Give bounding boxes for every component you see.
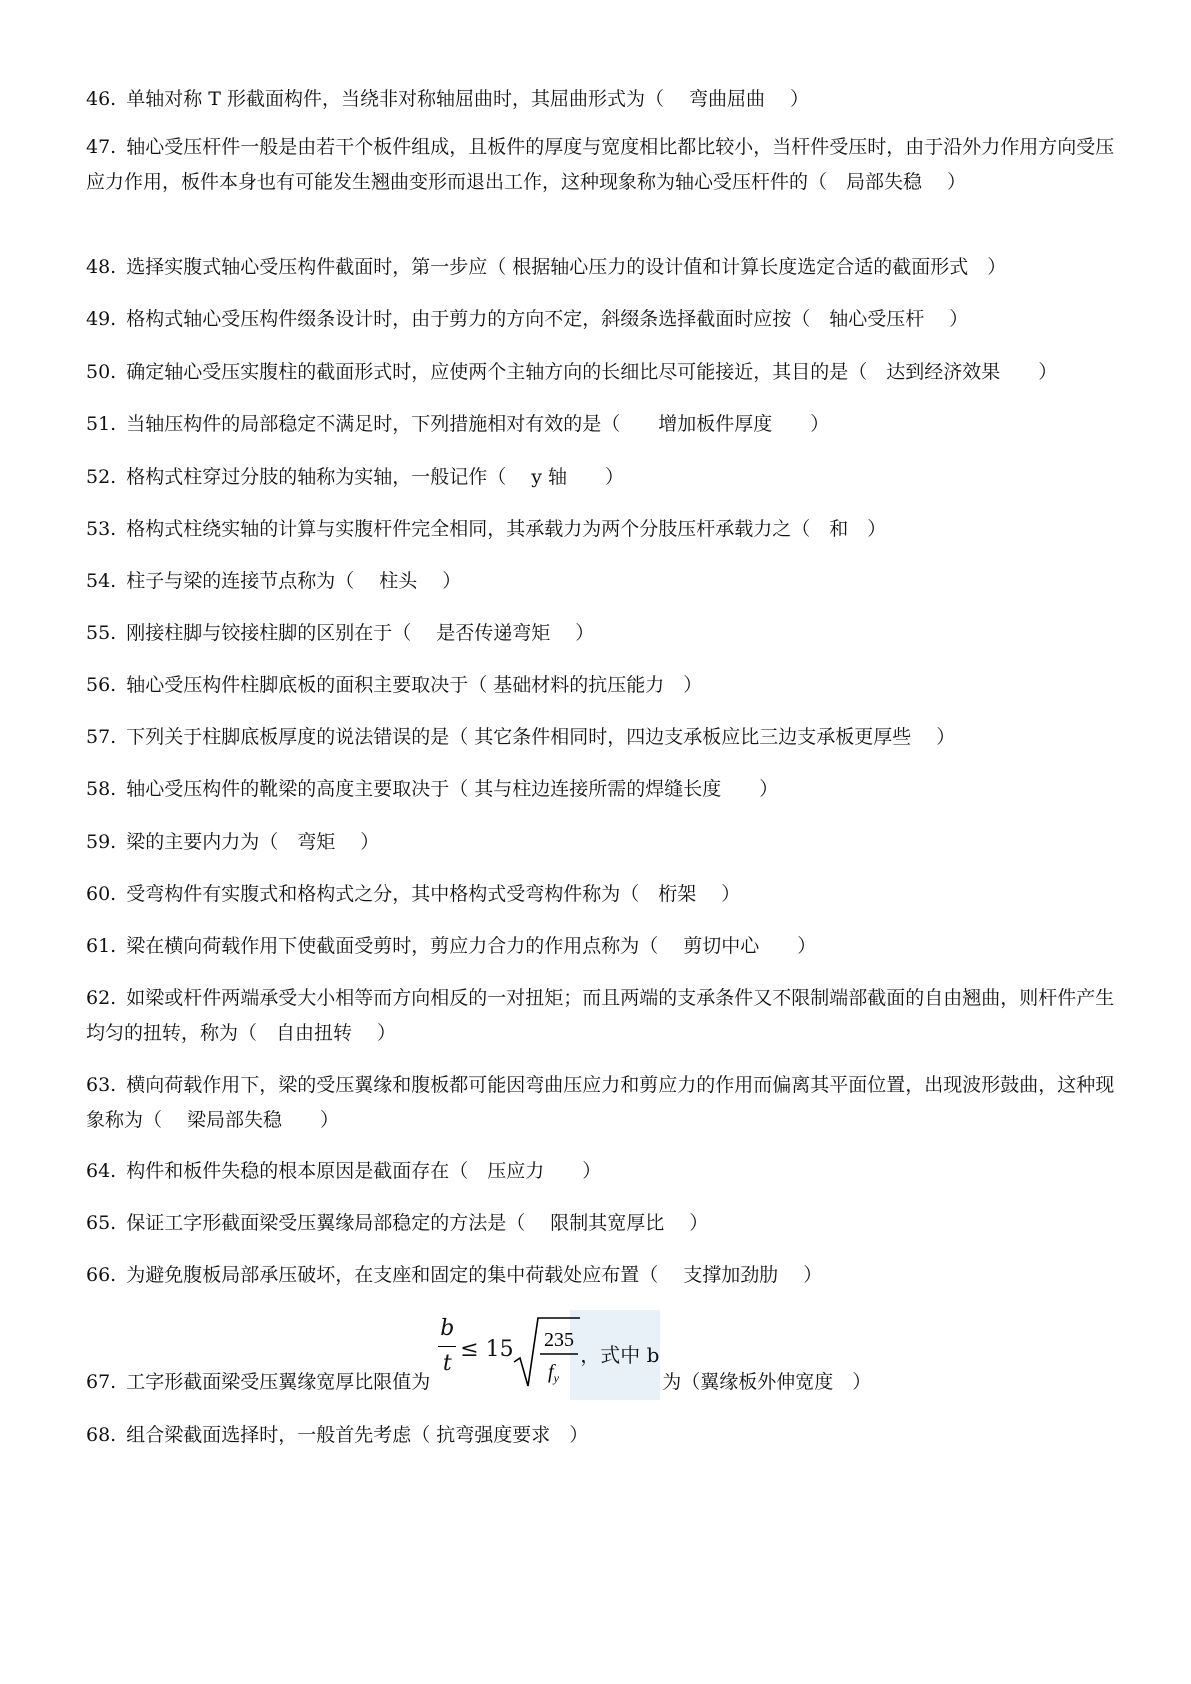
- question-50: 50. 确定轴心受压实腹柱的截面形式时，应使两个主轴方向的长细比尽可能接近，其目的是（ 达到经济效果 ）: [86, 361, 1058, 383]
- question-59: 59. 梁的主要内力为（ 弯矩 ）: [86, 831, 380, 853]
- question-49: 49. 格构式轴心受压构件缀条设计时，由于剪力的方向不定，斜缀条选择截面时应按（ 轴心受压杆 ）: [86, 308, 969, 330]
- question-57: 57. 下列关于柱脚底板厚度的说法错误的是（ 其它条件相同时，四边支承板应比三边支承板更厚些 ）: [86, 726, 956, 748]
- radical-numerator: 235: [544, 1329, 575, 1351]
- question-66: 66. 为避免腹板局部承压破坏，在支座和固定的集中荷载处应布置（ 支撑加劲肋 ）: [86, 1264, 823, 1286]
- question-60: 60. 受弯构件有实腹式和格构式之分，其中格构式受弯构件称为（ 桁架 ）: [86, 883, 741, 905]
- question-54: 54. 柱子与梁的连接节点称为（ 柱头 ）: [86, 570, 462, 592]
- question-58: 58. 轴心受压构件的靴梁的高度主要取决于（ 其与柱边连接所需的焊缝长度 ）: [86, 778, 779, 800]
- question-53: 53. 格构式柱绕实轴的计算与实腹杆件完全相同，其承载力为两个分肢压杆承载力之（ 和 ）: [86, 518, 887, 540]
- question-61: 61. 梁在横向荷载作用下使截面受剪时，剪应力合力的作用点称为（ 剪切中心 ）: [86, 935, 817, 957]
- question-55: 55. 刚接柱脚与铰接柱脚的区别在于（ 是否传递弯矩 ）: [86, 622, 595, 644]
- question-65: 65. 保证工字形截面梁受压翼缘局部稳定的方法是（ 限制其宽厚比 ）: [86, 1212, 709, 1234]
- question-52: 52. 格构式柱穿过分肢的轴称为实轴，一般记作（ y 轴 ）: [86, 466, 625, 488]
- radical-denominator: $f_y$: [548, 1361, 560, 1385]
- question-62: 62. 如梁或杆件两端承受大小相等而方向相反的一对扭矩；而且两端的支承条件又不限制端部截面的自由翘曲，则杆件产生均匀的扭转，称为（ 自由扭转 ）: [86, 987, 1115, 1044]
- question-47: 47. 轴心受压杆件一般是由若干个板件组成，且板件的厚度与宽度相比都比较小，当杆件受压时，由于沿外力作用方向受压应力作用，板件本身也有可能发生翘曲变形而退出工作，这种现象称为轴心受压杆件的（ 局部失稳 ）: [86, 136, 1115, 193]
- formula-fraction: b t: [440, 1316, 455, 1376]
- question-46: 46. 单轴对称 T 形截面构件，当绕非对称轴屈曲时，其屈曲形式为（ 弯曲屈曲 ）: [86, 88, 810, 110]
- question-63: 63. 横向荷载作用下，梁的受压翼缘和腹板都可能因弯曲压应力和剪应力的作用而偏离其平面位置，出现波形鼓曲，这种现象称为（ 梁局部失稳 ）: [86, 1074, 1115, 1131]
- formula-limit: ≤ 15: [460, 1337, 514, 1362]
- width-thickness-ratio-formula: [430, 1310, 660, 1400]
- question-51: 51. 当轴压构件的局部稳定不满足时，下列措施相对有效的是（ 增加板件厚度 ）: [86, 413, 830, 435]
- question-64: 64. 构件和板件失稳的根本原因是截面存在（ 压应力 ）: [86, 1160, 602, 1182]
- question-48: 48. 选择实腹式轴心受压构件截面时，第一步应（ 根据轴心压力的设计值和计算长度选定合适的截面形式 ）: [86, 256, 1007, 278]
- question-68: 68. 组合梁截面选择时，一般首先考虑（ 抗弯强度要求 ）: [86, 1424, 589, 1446]
- question-67: 67. 工字形截面梁受压翼缘宽厚比限值为 b t ≤ 15 235 $f_y$ ，式中 b 为（翼缘板外伸宽度 ）: [86, 1310, 1116, 1400]
- formula-note: ，式中 b: [580, 1343, 660, 1367]
- radical-sign: [512, 1314, 582, 1390]
- question-56: 56. 轴心受压构件柱脚底板的面积主要取决于（ 基础材料的抗压能力 ）: [86, 674, 703, 696]
